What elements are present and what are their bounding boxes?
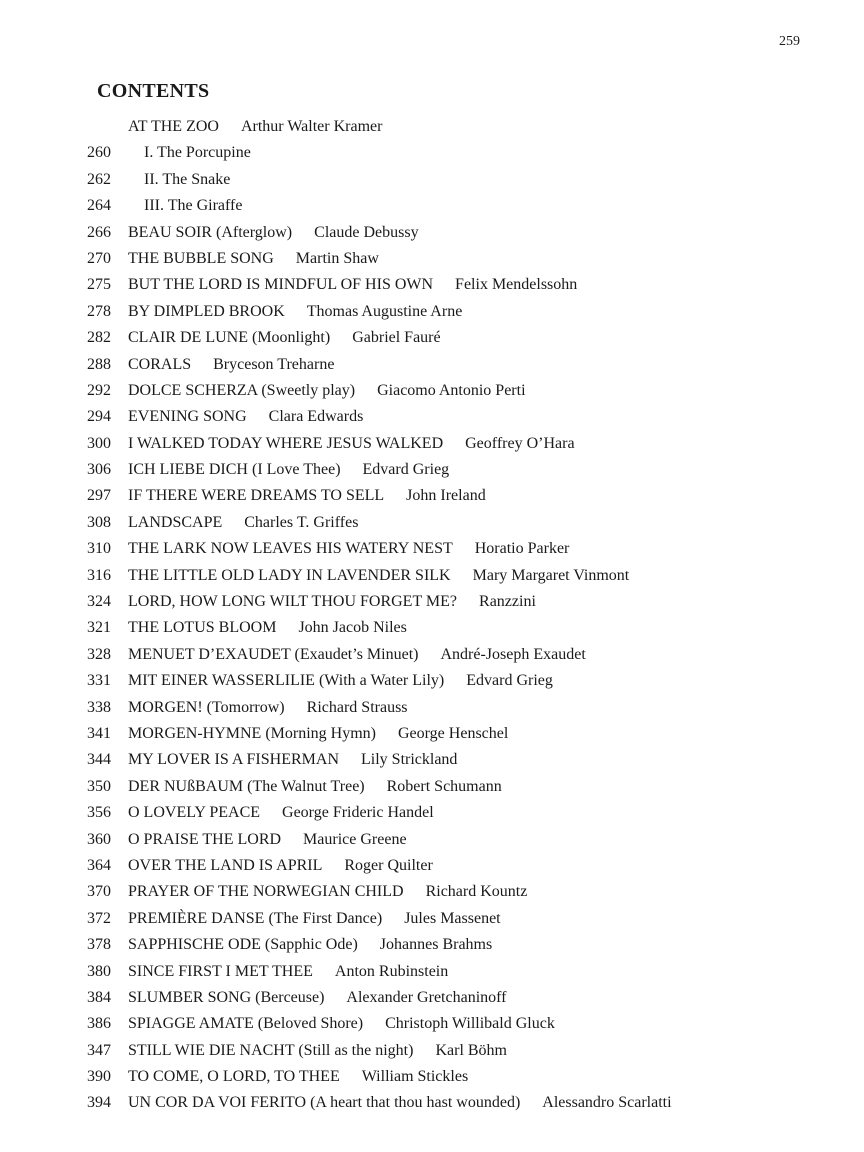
entry-composer: Thomas Augustine Arne — [306, 302, 463, 320]
entry-title: CLAIR DE LUNE (Moonlight) — [128, 329, 331, 347]
entry-composer: Horatio Parker — [474, 540, 570, 558]
entry-composer: Robert Schumann — [386, 777, 502, 795]
entry-title: LANDSCAPE — [128, 513, 223, 531]
contents-entry — [0, 536, 864, 562]
entry-title: THE LARK NOW LEAVES HIS WATERY NEST — [128, 540, 453, 558]
entry-page-number: 266 — [87, 223, 111, 241]
entry-composer: Ranzzini — [479, 593, 536, 611]
entry-page-number: 386 — [87, 1015, 111, 1033]
entry-title: SLUMBER SONG (Berceuse) — [128, 988, 325, 1006]
contents-entry — [0, 457, 864, 483]
entry-title: EVENING SONG — [128, 408, 247, 426]
contents-entry — [0, 378, 864, 404]
entry-page-number: 262 — [87, 170, 111, 188]
entry-composer: Gabriel Fauré — [352, 329, 441, 347]
entry-title: MORGEN! (Tomorrow) — [128, 698, 285, 716]
contents-entry — [0, 642, 864, 668]
contents-entry — [0, 272, 864, 298]
entry-composer: Alexander Gretchaninoff — [346, 988, 507, 1006]
entry-title: SINCE FIRST I MET THEE — [128, 962, 313, 980]
entry-composer: André-Joseph Exaudet — [440, 645, 586, 663]
contents-entry — [0, 1064, 864, 1090]
entry-title: BY DIMPLED BROOK — [128, 302, 285, 320]
entry-page-number: 300 — [87, 434, 111, 452]
page-number: 259 — [779, 34, 800, 49]
entry-composer: Felix Mendelssohn — [455, 276, 578, 294]
entry-page-number: 294 — [87, 408, 111, 426]
contents-heading: CONTENTS — [97, 80, 210, 102]
entry-composer: Bryceson Treharne — [213, 355, 335, 373]
entry-composer: John Ireland — [406, 487, 486, 505]
entry-page-number: 344 — [87, 751, 111, 769]
entry-title: IF THERE WERE DREAMS TO SELL — [128, 487, 385, 505]
contents-entry — [0, 404, 864, 430]
entry-page-number: 306 — [87, 461, 111, 479]
entry-title: SAPPHISCHE ODE (Sapphic Ode) — [128, 936, 358, 954]
contents-entry — [0, 193, 864, 219]
entry-page-number: 341 — [87, 724, 111, 742]
entry-title: LORD, HOW LONG WILT THOU FORGET ME? — [128, 593, 458, 611]
entry-composer: Charles T. Griffes — [244, 513, 359, 531]
entry-title: MENUET D’EXAUDET (Exaudet’s Minuet) — [128, 645, 419, 663]
entry-title: BUT THE LORD IS MINDFUL OF HIS OWN — [128, 276, 434, 294]
entry-composer: Martin Shaw — [295, 249, 379, 267]
entry-page-number: 270 — [87, 249, 111, 267]
contents-entry — [0, 1038, 864, 1064]
entry-page-number: 380 — [87, 962, 111, 980]
entry-page-number: 292 — [87, 381, 111, 399]
contents-entry — [0, 1090, 864, 1116]
contents-entry — [0, 431, 864, 457]
contents-entry — [0, 695, 864, 721]
entry-page-number: 297 — [87, 487, 111, 505]
entry-composer: Karl Böhm — [435, 1041, 507, 1059]
entry-composer: Richard Kountz — [425, 883, 528, 901]
entry-composer: Arthur Walter Kramer — [240, 118, 383, 135]
entry-page-number: 264 — [87, 197, 111, 215]
entry-composer: John Jacob Niles — [298, 619, 407, 637]
entry-title: DOLCE SCHERZA (Sweetly play) — [128, 381, 356, 399]
entry-page-number: 360 — [87, 830, 111, 848]
entry-title: THE LOTUS BLOOM — [128, 619, 277, 637]
contents-entry — [0, 932, 864, 958]
contents-entry — [0, 747, 864, 773]
entry-composer: Edvard Grieg — [466, 672, 553, 690]
entry-title: PREMIÈRE DANSE (The First Dance) — [128, 909, 383, 927]
entry-composer: Mary Margaret Vinmont — [472, 566, 630, 584]
entry-page-number: 347 — [87, 1041, 111, 1059]
entry-title: THE LITTLE OLD LADY IN LAVENDER SILK — [128, 566, 451, 584]
entry-title: PRAYER OF THE NORWEGIAN CHILD — [128, 883, 404, 901]
contents-entry — [0, 140, 864, 166]
contents-entry — [0, 959, 864, 985]
entry-composer: Richard Strauss — [306, 698, 408, 716]
entry-title: III. The Giraffe — [144, 197, 243, 215]
entry-page-number: 278 — [87, 302, 111, 320]
entry-composer: Maurice Greene — [303, 830, 407, 848]
entry-title: MY LOVER IS A FISHERMAN — [128, 751, 339, 769]
entry-title: II. The Snake — [144, 170, 231, 188]
contents-entry — [0, 563, 864, 589]
entry-page-number: 316 — [87, 566, 111, 584]
entry-composer: Johannes Brahms — [379, 936, 493, 954]
contents-entry — [0, 1011, 864, 1037]
entry-page-number: 390 — [87, 1068, 111, 1086]
entry-title: CORALS — [128, 355, 192, 373]
entry-page-number: 384 — [87, 988, 111, 1006]
entry-page-number: 308 — [87, 513, 111, 531]
entry-composer: Jules Massenet — [404, 909, 501, 927]
entry-title: SPIAGGE AMATE (Beloved Shore) — [128, 1015, 364, 1033]
entry-title: STILL WIE DIE NACHT (Still as the night) — [128, 1041, 414, 1059]
entry-composer: Roger Quilter — [344, 856, 433, 874]
entry-page-number: 350 — [87, 777, 111, 795]
entry-composer: Lily Strickland — [361, 751, 458, 769]
entry-page-number: 310 — [87, 540, 111, 558]
entry-title: I. The Porcupine — [144, 144, 251, 162]
entry-page-number: 282 — [87, 329, 111, 347]
entry-page-number: 275 — [87, 276, 111, 294]
contents-entry — [0, 325, 864, 351]
entry-title: THE BUBBLE SONG — [128, 249, 274, 267]
entry-title: O PRAISE THE LORD — [128, 830, 282, 848]
entry-page-number: 321 — [87, 619, 111, 637]
entry-composer: Clara Edwards — [268, 408, 364, 426]
entry-page-number: 356 — [87, 804, 111, 822]
entry-composer: Geoffrey O’Hara — [465, 434, 575, 452]
entry-composer: Alessandro Scarlatti — [542, 1094, 672, 1112]
contents-entry — [0, 853, 864, 879]
entry-composer: Edvard Grieg — [362, 461, 450, 479]
entry-page-number: 370 — [87, 883, 111, 901]
contents-entry — [0, 827, 864, 853]
contents-entry — [0, 167, 864, 193]
contents-entry — [0, 246, 864, 272]
entry-title: AT THE ZOO — [128, 118, 219, 135]
entry-page-number: 338 — [87, 698, 111, 716]
entry-title: MIT EINER WASSERLILIE (With a Water Lily) — [128, 672, 445, 690]
entry-composer: William Stickles — [361, 1068, 469, 1086]
contents-entry — [0, 800, 864, 826]
entry-title: DER NUßBAUM (The Walnut Tree) — [128, 777, 365, 795]
contents-entry — [0, 879, 864, 905]
contents-entry — [0, 510, 864, 536]
contents-entry — [0, 114, 864, 140]
entry-page-number: 372 — [87, 909, 111, 927]
entry-title: I WALKED TODAY WHERE JESUS WALKED — [128, 434, 444, 452]
entry-page-number: 364 — [87, 856, 111, 874]
contents-entry — [0, 299, 864, 325]
entry-title: MORGEN-HYMNE (Morning Hymn) — [128, 724, 376, 742]
contents-entry — [0, 906, 864, 932]
entry-title: O LOVELY PEACE — [128, 804, 261, 822]
contents-entry — [0, 774, 864, 800]
entry-composer: Christoph Willibald Gluck — [385, 1015, 555, 1033]
entry-composer: Claude Debussy — [314, 223, 419, 241]
contents-entry — [0, 615, 864, 641]
entry-page-number: 328 — [87, 645, 111, 663]
entry-page-number: 378 — [87, 936, 111, 954]
contents-entry — [0, 668, 864, 694]
contents-entry — [0, 589, 864, 615]
entry-page-number: 394 — [87, 1094, 111, 1112]
contents-entry — [0, 220, 864, 246]
contents-entry — [0, 721, 864, 747]
contents-entry — [0, 483, 864, 509]
entry-title: UN COR DA VOI FERITO (A heart that thou hast wounded) — [128, 1094, 521, 1112]
entry-page-number: 260 — [87, 144, 111, 162]
entry-title: TO COME, O LORD, TO THEE — [128, 1068, 340, 1086]
entry-page-number: 331 — [87, 672, 111, 690]
contents-list — [0, 114, 864, 1117]
entry-composer: George Henschel — [397, 724, 509, 742]
entry-composer: Anton Rubinstein — [334, 962, 449, 980]
entry-title: ICH LIEBE DICH (I Love Thee) — [128, 461, 341, 479]
entry-composer: Giacomo Antonio Perti — [377, 381, 526, 399]
entry-composer: George Frideric Handel — [282, 804, 434, 822]
contents-entry — [0, 985, 864, 1011]
entry-page-number: 288 — [87, 355, 111, 373]
entry-page-number: 324 — [87, 593, 111, 611]
entry-title: BEAU SOIR (Afterglow) — [128, 223, 293, 241]
entry-title: OVER THE LAND IS APRIL — [128, 856, 323, 874]
contents-entry — [0, 352, 864, 378]
